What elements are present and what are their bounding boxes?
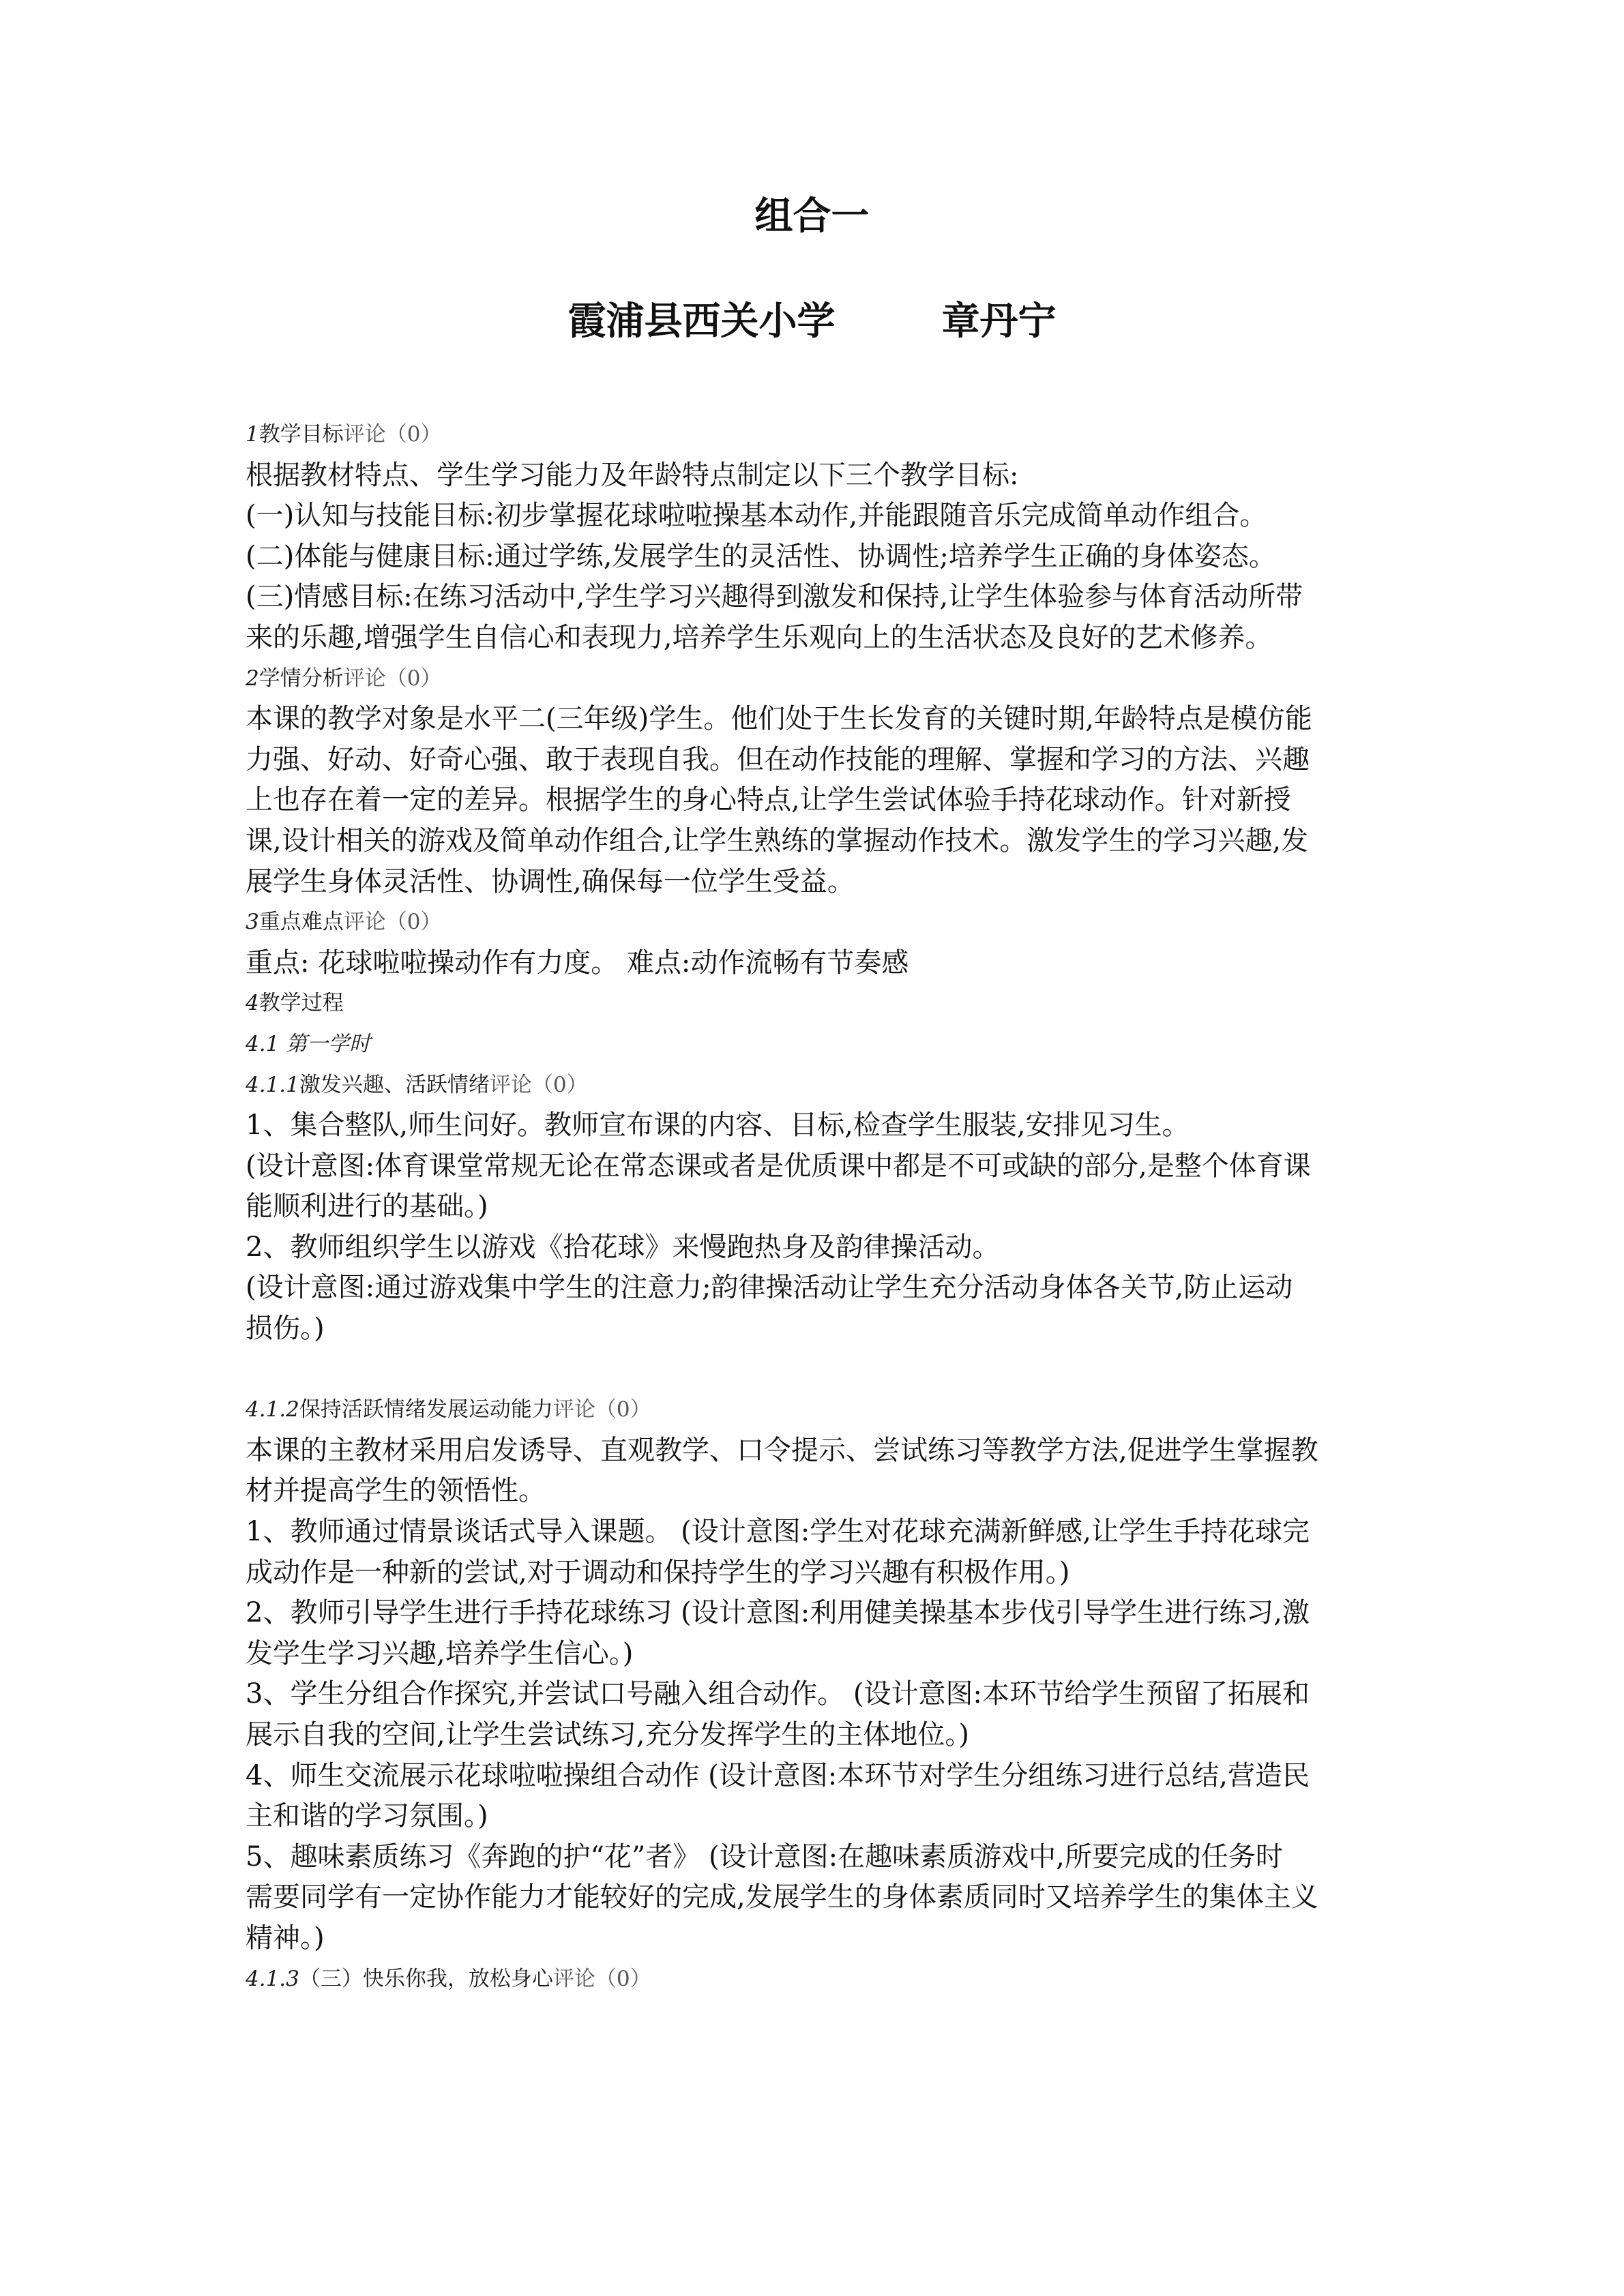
body-text-line: 根据教材特点、学生学习能力及年龄特点制定以下三个教学目标:	[246, 459, 1019, 491]
body-text-line: 来的乐趣,增强学生自信心和表现力,培养学生乐观向上的生活状态及良好的艺术修养。	[246, 621, 1273, 653]
section-label: （三）快乐你我，放松身心	[299, 1966, 553, 1991]
body-text-line: 损伤。)	[246, 1313, 325, 1345]
body-text-line: 上也存在着一定的差异。根据学生的身心特点,让学生尝试体验手持花球动作。针对新授	[246, 784, 1291, 816]
body-text-line: 成动作是一种新的尝试,对于调动和保持学生的学习兴趣有积极作用。)	[246, 1556, 1070, 1588]
comment-link[interactable]: 评论（0）	[489, 1072, 588, 1097]
section-number: 4.1	[246, 1031, 280, 1056]
section-heading	[246, 415, 1378, 456]
body-text-line: 课,设计相关的游戏及简单动作组合,让学生熟练的掌握动作技术。激发学生的学习兴趣,发	[246, 824, 1309, 856]
section-label: 第一学时	[279, 1031, 371, 1056]
comment-link[interactable]: 评论（0）	[343, 666, 442, 691]
section-number: 4.1.2	[246, 1397, 299, 1422]
section-label: 教学过程	[259, 991, 344, 1016]
section-number: 1	[246, 422, 259, 447]
comment-link[interactable]: 评论（0）	[552, 1397, 651, 1422]
body-text-line: 发学生学习兴趣,培养学生信心。)	[246, 1637, 634, 1669]
body-text-line: 力强、好动、好奇心强、敢于表现自我。但在动作技能的理解、掌握和学习的方法、兴趣	[246, 743, 1310, 775]
body-text-line: 4、师生交流展示花球啦啦操组合动作 (设计意图:本环节对学生分组练习进行总结,营造民	[246, 1759, 1310, 1791]
section-label: 保持活跃情绪发展运动能力	[299, 1397, 553, 1422]
body-text-line: 本课的教学对象是水平二(三年级)学生。他们处于生长发育的关键时期,年龄特点是模仿能	[246, 703, 1312, 735]
section-heading	[246, 1390, 1378, 1431]
section-number: 4	[246, 991, 259, 1016]
body-text-line: (三)情感目标:在练习活动中,学生学习兴趣得到激发和保持,让学生体验参与体育活动所带	[246, 581, 1303, 613]
body-text-line: 1、集合整队,师生问好。教师宣布课的内容、目标,检查学生服装,安排见习生。	[246, 1109, 1190, 1142]
body-text-line: 2、教师引导学生进行手持花球练习 (设计意图:利用健美操基本步伐引导学生进行练习,激	[246, 1597, 1310, 1629]
section-heading	[246, 1959, 1378, 2000]
section-heading	[246, 1024, 1378, 1065]
section-number: 4.1.1	[246, 1072, 299, 1097]
body-text-line: (一)认知与技能目标:初步掌握花球啦啦操基本动作,并能跟随音乐完成简单动作组合。	[246, 500, 1267, 532]
body-text-line: 3、学生分组合作探究,并尝试口号融入组合动作。 (设计意图:本环节给学生预留了拓展和	[246, 1678, 1310, 1710]
body-text-line: 需要同学有一定协作能力才能较好的完成,发展学生的身体素质同时又培养学生的集体主义	[246, 1881, 1318, 1913]
body-text-line: 1、教师通过情景谈话式导入课题。 (设计意图:学生对花球充满新鲜感,让学生手持花球完	[246, 1516, 1310, 1548]
body-text-line: (设计意图:体育课堂常规无论在常态课或者是优质课中都是不可或缺的部分,是整个体育课	[246, 1150, 1311, 1182]
section-label: 教学目标	[259, 422, 344, 447]
section-label: 激发兴趣、活跃情绪	[299, 1072, 490, 1097]
body-text-line: 5、趣味素质练习《奔跑的护“花”者》 (设计意图:在趣味素质游戏中,所要完成的任务时	[246, 1840, 1283, 1873]
section-number: 2	[246, 666, 259, 691]
section-number: 3	[246, 910, 259, 935]
body-text-line: 主和谐的学习氛围。)	[246, 1800, 488, 1832]
body-text-line: 展示自我的空间,让学生尝试练习,充分发挥学生的主体地位。)	[246, 1719, 970, 1750]
section-heading	[246, 659, 1378, 700]
body-text-line: (设计意图:通过游戏集中学生的注意力;韵律操活动让学生充分活动身体各关节,防止运动	[246, 1272, 1293, 1304]
body-text-line: 材并提高学生的领悟性。	[246, 1475, 546, 1507]
section-heading	[246, 1065, 1378, 1106]
comment-link[interactable]: 评论（0）	[343, 422, 442, 447]
section-label: 学情分析	[259, 666, 344, 691]
document-title: 组合一	[754, 194, 870, 239]
body-text-line: (二)体能与健康目标:通过学练,发展学生的灵活性、协调性;培养学生正确的身体姿态。	[246, 540, 1276, 572]
body-text-line: 本课的主教材采用启发诱导、直观教学、口令提示、尝试练习等教学方法,促进学生掌握教	[246, 1434, 1318, 1466]
section-label: 重点难点	[259, 910, 344, 935]
body-text-line: 2、教师组织学生以游戏《拾花球》来慢跑热身及韵律操活动。	[246, 1231, 1000, 1263]
comment-link[interactable]: 评论（0）	[552, 1966, 651, 1991]
section-heading	[246, 983, 1378, 1024]
document-subtitle: 霞浦县西关小学 章丹宁	[567, 299, 1057, 344]
body-text-line: 能顺利进行的基础。)	[246, 1191, 488, 1223]
blank-line	[246, 1350, 1378, 1390]
document-body	[246, 415, 1378, 1999]
body-text-line: 展学生身体灵活性、协调性,确保每一位学生受益。	[246, 865, 855, 897]
body-text-line: 精神。)	[246, 1922, 325, 1954]
section-number: 4.1.3	[246, 1966, 299, 1991]
section-heading	[246, 902, 1378, 943]
body-text-line: 重点: 花球啦啦操动作有力度。 难点:动作流畅有节奏感	[246, 946, 909, 979]
comment-link[interactable]: 评论（0）	[343, 910, 442, 935]
